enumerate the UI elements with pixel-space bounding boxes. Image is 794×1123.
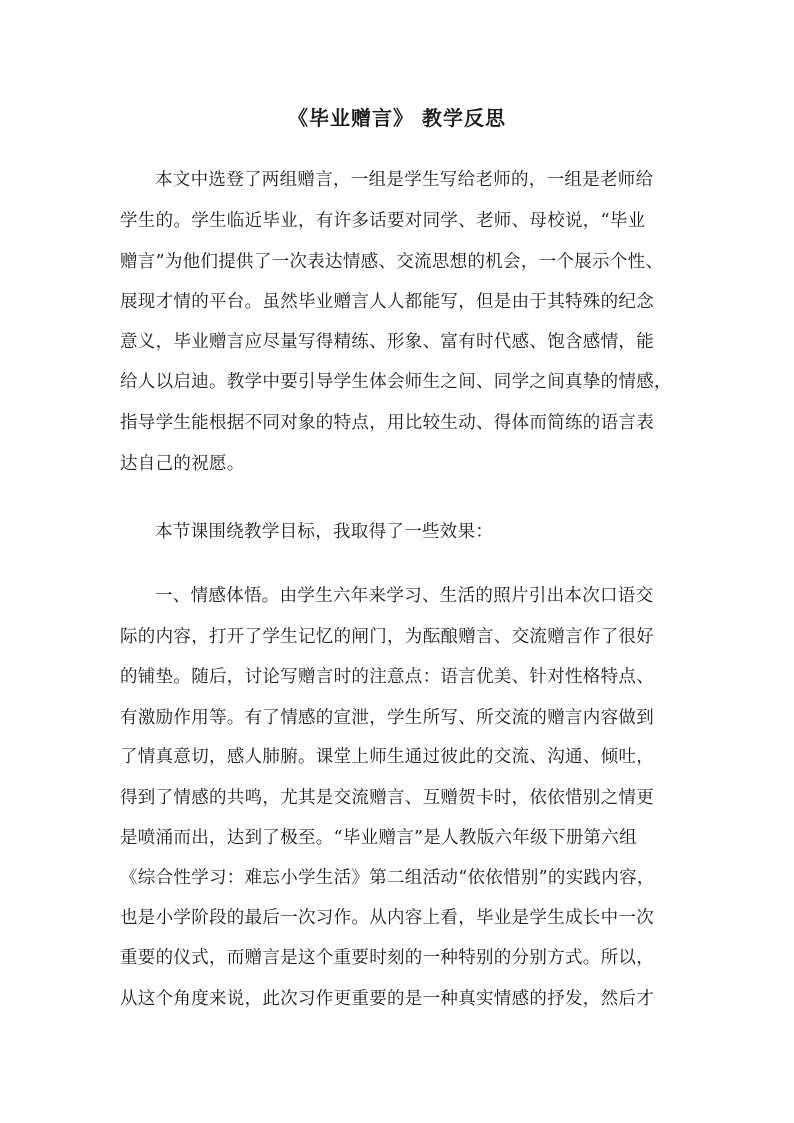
paragraph-1-line-3: 赠言”为他们提供了一次表达情感、交流思想的机会，一个展示个性、 bbox=[120, 252, 664, 272]
paragraph-3-line-2: 际的内容，打开了学生记忆的闸门，为酝酿赠言、交流赠言作了很好 bbox=[120, 627, 654, 647]
paragraph-2-line-1: 本节课围绕教学目标，我取得了一些效果： bbox=[155, 522, 494, 542]
paragraph-3-line-8: 《综合性学习：难忘小学生活》第二组活动“依依惜别”的实践内容， bbox=[120, 868, 655, 888]
paragraph-3-line-3: 的铺垫。随后，讨论写赠言时的注意点：语言优美、针对性格特点、 bbox=[120, 667, 654, 687]
paragraph-1-line-5: 意义，毕业赠言应尽量写得精练、形象、富有时代感、饱含感情，能 bbox=[120, 332, 654, 352]
paragraph-3-line-5: 了情真意切，感人肺腑。课堂上师生通过彼此的交流、沟通、倾吐， bbox=[120, 747, 654, 767]
document-title: 《毕业赠言》 教学反思 bbox=[288, 106, 506, 130]
paragraph-1-line-8: 达自己的祝愿。 bbox=[120, 454, 245, 474]
paragraph-3-line-9: 也是小学阶段的最后一次习作。从内容上看，毕业是学生成长中一次 bbox=[120, 908, 654, 928]
paragraph-1-line-7: 指导学生能根据不同对象的特点，用比较生动、得体而简练的语言表 bbox=[120, 413, 654, 433]
paragraph-1-line-2: 学生的。学生临近毕业，有许多话要对同学、老师、母校说，“毕业 bbox=[120, 211, 646, 231]
paragraph-3-line-6: 得到了情感的共鸣，尤其是交流赠言、互赠贺卡时，依依惜别之情更 bbox=[120, 788, 654, 808]
paragraph-3-line-7: 是喷涌而出，达到了极至。“毕业赠言”是人教版六年级下册第六组 bbox=[120, 828, 637, 848]
paragraph-3-line-10: 重要的仪式，而赠言是这个重要时刻的一种特别的分别方式。所以， bbox=[120, 948, 654, 968]
paragraph-1-line-6: 给人以启迪。教学中要引导学生体会师生之间、同学之间真挚的情感， bbox=[120, 372, 672, 392]
paragraph-1-line-4: 展现才情的平台。虽然毕业赠言人人都能写，但是由于其特殊的纪念 bbox=[120, 292, 654, 312]
paragraph-1-line-1: 本文中选登了两组赠言，一组是学生写给老师的，一组是老师给 bbox=[155, 170, 654, 190]
paragraph-3-line-4: 有激励作用等。有了情感的宣泄，学生所写、所交流的赠言内容做到 bbox=[120, 708, 654, 728]
paragraph-3-line-11: 从这个角度来说，此次习作更重要的是一种真实情感的抒发，然后才 bbox=[120, 989, 654, 1009]
paragraph-3-line-1: 一、情感体悟。由学生六年来学习、生活的照片引出本次口语交 bbox=[155, 586, 654, 606]
